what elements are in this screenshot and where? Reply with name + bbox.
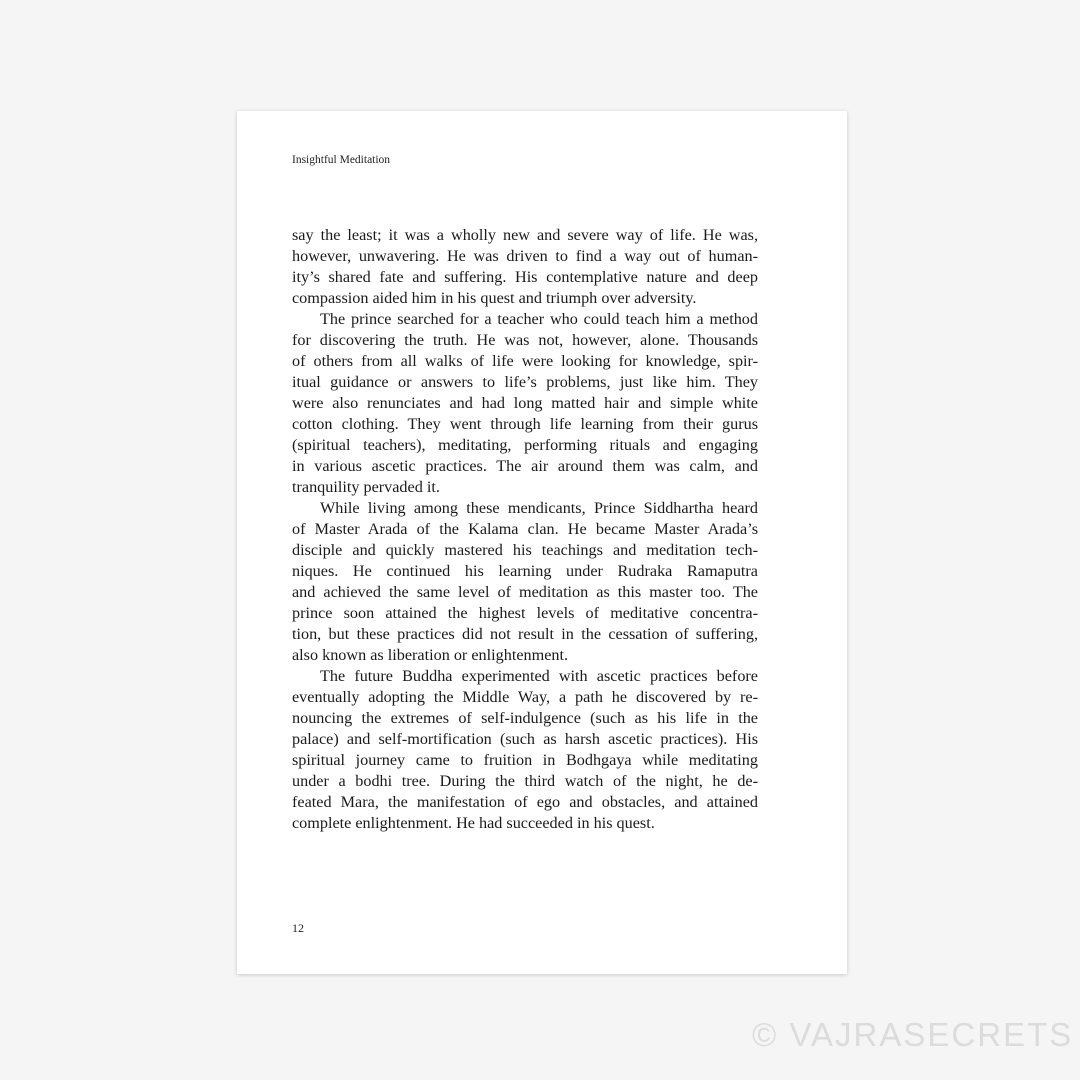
text-line: compassion aided him in his quest and triumph over adversity. [292, 289, 697, 307]
text-line: however, unwavering. He was driven to find a way out of human- [292, 247, 758, 265]
text-line: The future Buddha experimented with ascetic practices before [320, 667, 758, 685]
text-line: nouncing the extremes of self-indulgence (such as his life in the [292, 709, 758, 727]
text-line: ity’s shared fate and suffering. His contemplative nature and deep [292, 268, 758, 286]
text-line: eventually adopting the Middle Way, a path he discovered by re- [292, 688, 758, 706]
text-line: of others from all walks of life were looking for knowledge, spir- [292, 352, 758, 370]
text-line: The prince searched for a teacher who could teach him a method [320, 310, 758, 328]
text-line: (spiritual teachers), meditating, performing rituals and engaging [292, 436, 758, 454]
text-line: prince soon attained the highest levels of meditative concentra- [292, 604, 758, 622]
text-line: under a bodhi tree. During the third watch of the night, he de- [292, 772, 758, 790]
text-line: say the least; it was a wholly new and severe way of life. He was, [292, 226, 758, 244]
text-line: palace) and self-mortification (such as harsh ascetic practices). His [292, 730, 758, 748]
page-number: 12 [292, 921, 304, 935]
text-line: tion, but these practices did not result in the cessation of suffering, [292, 625, 758, 643]
text-line: also known as liberation or enlightenment. [292, 646, 569, 664]
text-line: of Master Arada of the Kalama clan. He became Master Arada’s [292, 520, 758, 538]
text-line: were also renunciates and had long matted hair and simple white [292, 394, 758, 412]
text-line: spiritual journey came to fruition in Bodhgaya while meditating [292, 751, 758, 769]
text-line: in various ascetic practices. The air around them was calm, and [292, 457, 758, 475]
copyright-watermark: © VAJRASECRETS [752, 1016, 1074, 1053]
text-line: While living among these mendicants, Prince Siddhartha heard [320, 499, 758, 517]
body-text [292, 225, 758, 834]
text-line: feated Mara, the manifestation of ego and obstacles, and attained [292, 793, 758, 811]
text-line: complete enlightenment. He had succeeded in his quest. [292, 814, 655, 832]
text-line: cotton clothing. They went through life learning from their gurus [292, 415, 758, 433]
running-head: Insightful Meditation [292, 154, 391, 166]
text-line: niques. He continued his learning under Rudraka Ramaputra [292, 562, 758, 580]
text-line: tranquility pervaded it. [292, 478, 440, 496]
book-page [237, 111, 847, 974]
text-line: and achieved the same level of meditation as this master too. The [292, 583, 758, 601]
text-line: itual guidance or answers to life’s problems, just like him. They [292, 373, 758, 391]
text-line: disciple and quickly mastered his teachings and meditation tech- [292, 541, 758, 559]
text-line: for discovering the truth. He was not, however, alone. Thousands [292, 331, 758, 349]
